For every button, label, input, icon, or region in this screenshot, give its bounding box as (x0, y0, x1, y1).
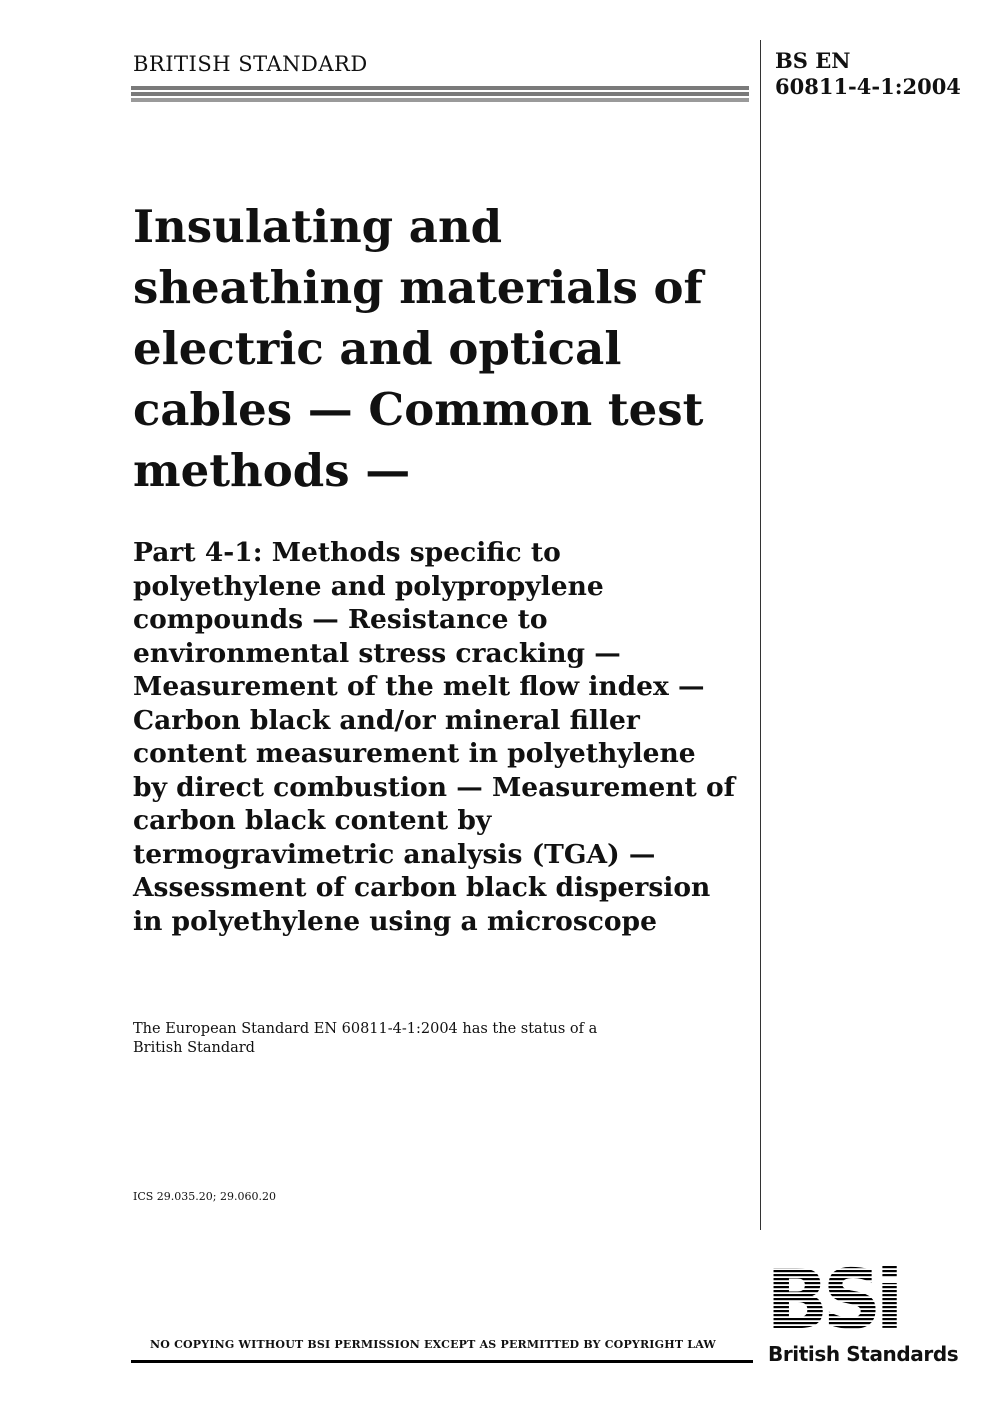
standard-number-line1: BS EN (775, 48, 851, 73)
part-line: carbon black content by (133, 805, 492, 836)
footer-rule (131, 1360, 753, 1363)
part-line: polyethylene and polypropylene (133, 570, 604, 602)
copyright-notice: NO COPYING WITHOUT BSI PERMISSION EXCEPT AS PERMITTED BY COPYRIGHT LAW (150, 1338, 716, 1351)
title-line: methods — (133, 444, 411, 497)
part-line: by direct combustion — Measurement of (133, 771, 736, 803)
title-line: sheathing materials of (133, 261, 703, 314)
part-line: in polyethylene using a microscope (133, 905, 657, 937)
status-note (133, 1020, 653, 1058)
part-line: Measurement of the melt flow index — (133, 671, 705, 702)
status-line: The European Standard EN 60811-4-1:2004 has the status of a (133, 1021, 598, 1037)
vertical-divider (760, 40, 761, 1230)
title-line: electric and optical (133, 322, 622, 375)
part-line: content measurement in polyethylene (133, 738, 696, 769)
part-line: termogravimetric analysis (TGA) — (133, 838, 656, 870)
part-line: Assessment of carbon black dispersion (133, 872, 711, 903)
title-line: cables — Common test (133, 383, 704, 436)
title-line: Insulating and (133, 200, 503, 253)
standard-number (775, 48, 961, 100)
ics-code: ICS 29.035.20; 29.060.20 (133, 1190, 276, 1203)
header-rule (131, 86, 749, 102)
standard-number-line2: 60811-4-1:2004 (775, 74, 961, 99)
bsi-logo (766, 1262, 946, 1332)
part-line: Carbon black and/or mineral filler (133, 704, 640, 736)
part-title (133, 536, 758, 938)
part-line: compounds — Resistance to (133, 604, 548, 635)
part-line: environmental stress cracking — (133, 637, 621, 669)
status-line: British Standard (133, 1040, 255, 1056)
part-line: Part 4-1: Methods specific to (133, 537, 561, 568)
bsi-logo-text: BSi (766, 1262, 898, 1332)
bsi-caption: British Standards (768, 1342, 959, 1366)
document-category: BRITISH STANDARD (133, 52, 368, 76)
main-title (133, 196, 753, 501)
